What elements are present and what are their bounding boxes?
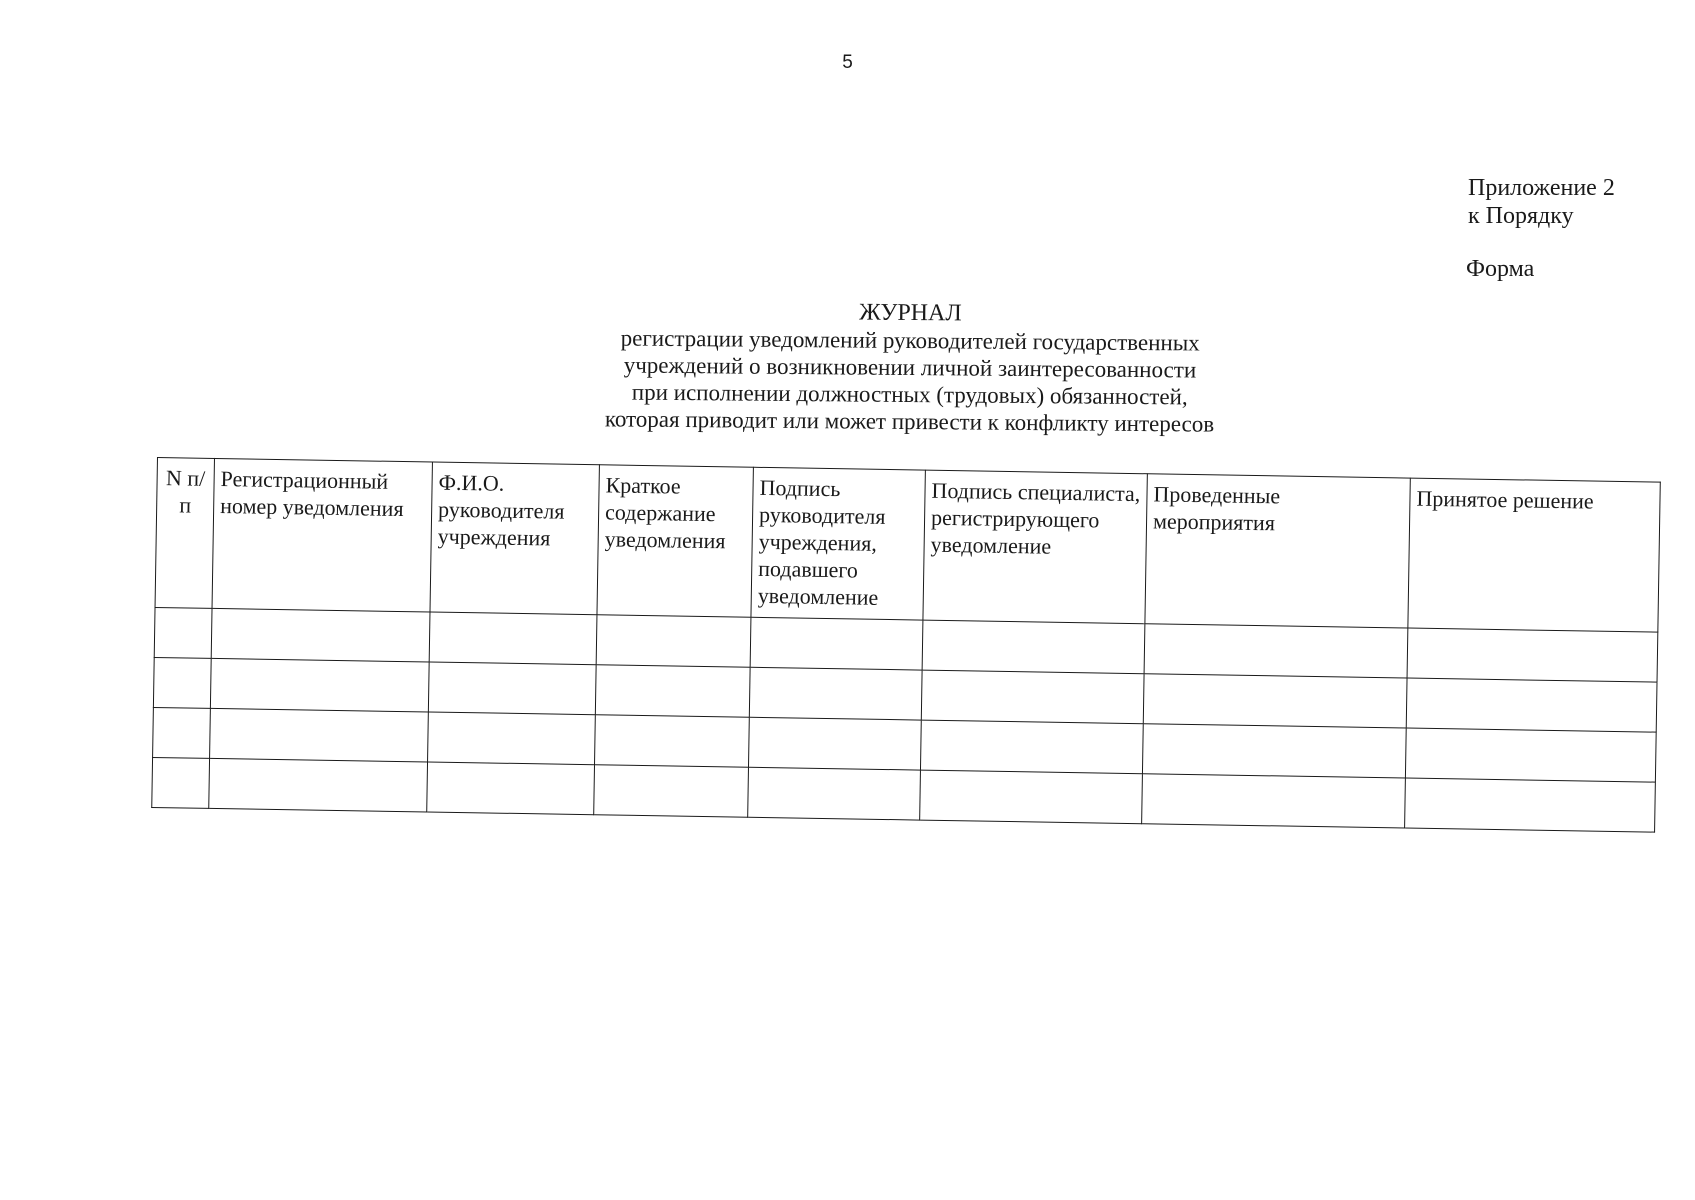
journal-title: ЖУРНАЛ xyxy=(859,299,962,327)
header-registration-number: Регистрационный номер уведомления xyxy=(212,458,432,612)
table-cell xyxy=(428,712,596,765)
table-cell xyxy=(595,665,750,718)
header-decision: Принятое решение xyxy=(1408,478,1660,632)
appendix-note xyxy=(1468,174,1615,230)
header-specialist-signature: Подпись специалиста, регистрирующего уведомление xyxy=(923,470,1147,624)
table-cell xyxy=(1144,624,1408,678)
table-cell xyxy=(428,662,596,715)
header-number: N п/п xyxy=(155,458,214,609)
table-cell xyxy=(1405,728,1656,782)
table-cell xyxy=(748,717,921,770)
table-cell xyxy=(429,612,597,665)
page-number: 5 xyxy=(842,52,853,73)
table-cell xyxy=(1406,678,1657,732)
appendix-line-1: Приложение 2 xyxy=(1468,175,1615,201)
table-header-row xyxy=(155,458,1660,633)
table-cell xyxy=(749,667,922,720)
table-cell xyxy=(1143,674,1407,728)
appendix-line-2: к Порядку xyxy=(1468,203,1574,229)
table-cell xyxy=(1142,724,1406,778)
table-cell xyxy=(921,670,1144,724)
table-cell xyxy=(1407,628,1658,682)
table-cell xyxy=(152,757,210,808)
table-cell xyxy=(210,708,429,762)
title-line-3: при исполнении должностных (трудовых) обязанностей, xyxy=(631,379,1188,410)
table-cell xyxy=(596,615,751,668)
table-cell xyxy=(153,707,211,758)
table-cell xyxy=(1142,774,1406,828)
table-cell xyxy=(920,720,1143,774)
journal-table xyxy=(151,457,1661,833)
table-cell xyxy=(211,608,430,662)
table-cell xyxy=(922,620,1145,674)
header-director-name: Ф.И.О. руководителя учреждения xyxy=(430,462,599,615)
table-cell xyxy=(210,658,429,712)
document-title xyxy=(539,297,1280,438)
table-cell xyxy=(153,657,211,708)
table-cell xyxy=(427,762,595,815)
title-line-4: которая приводит или может привести к конфликту интересов xyxy=(604,406,1215,437)
header-measures: Проведенные мероприятия xyxy=(1145,474,1410,628)
table-cell xyxy=(154,607,212,658)
header-director-signature: Подпись руководителя учреждения, подавшего уведомление xyxy=(751,467,925,620)
table-cell xyxy=(1405,778,1656,832)
header-summary: Краткое содержание уведомления xyxy=(597,465,753,618)
table-cell xyxy=(594,765,749,818)
table-cell xyxy=(920,770,1143,824)
table-cell xyxy=(209,758,428,812)
title-line-1: регистрации уведомлений руководителей государственных xyxy=(620,325,1200,356)
table-cell xyxy=(595,715,750,768)
table-cell xyxy=(748,767,921,820)
title-line-2: учреждений о возникновении личной заинтересованности xyxy=(623,352,1197,383)
table-cell xyxy=(750,617,923,670)
form-label: Форма xyxy=(1466,256,1535,282)
